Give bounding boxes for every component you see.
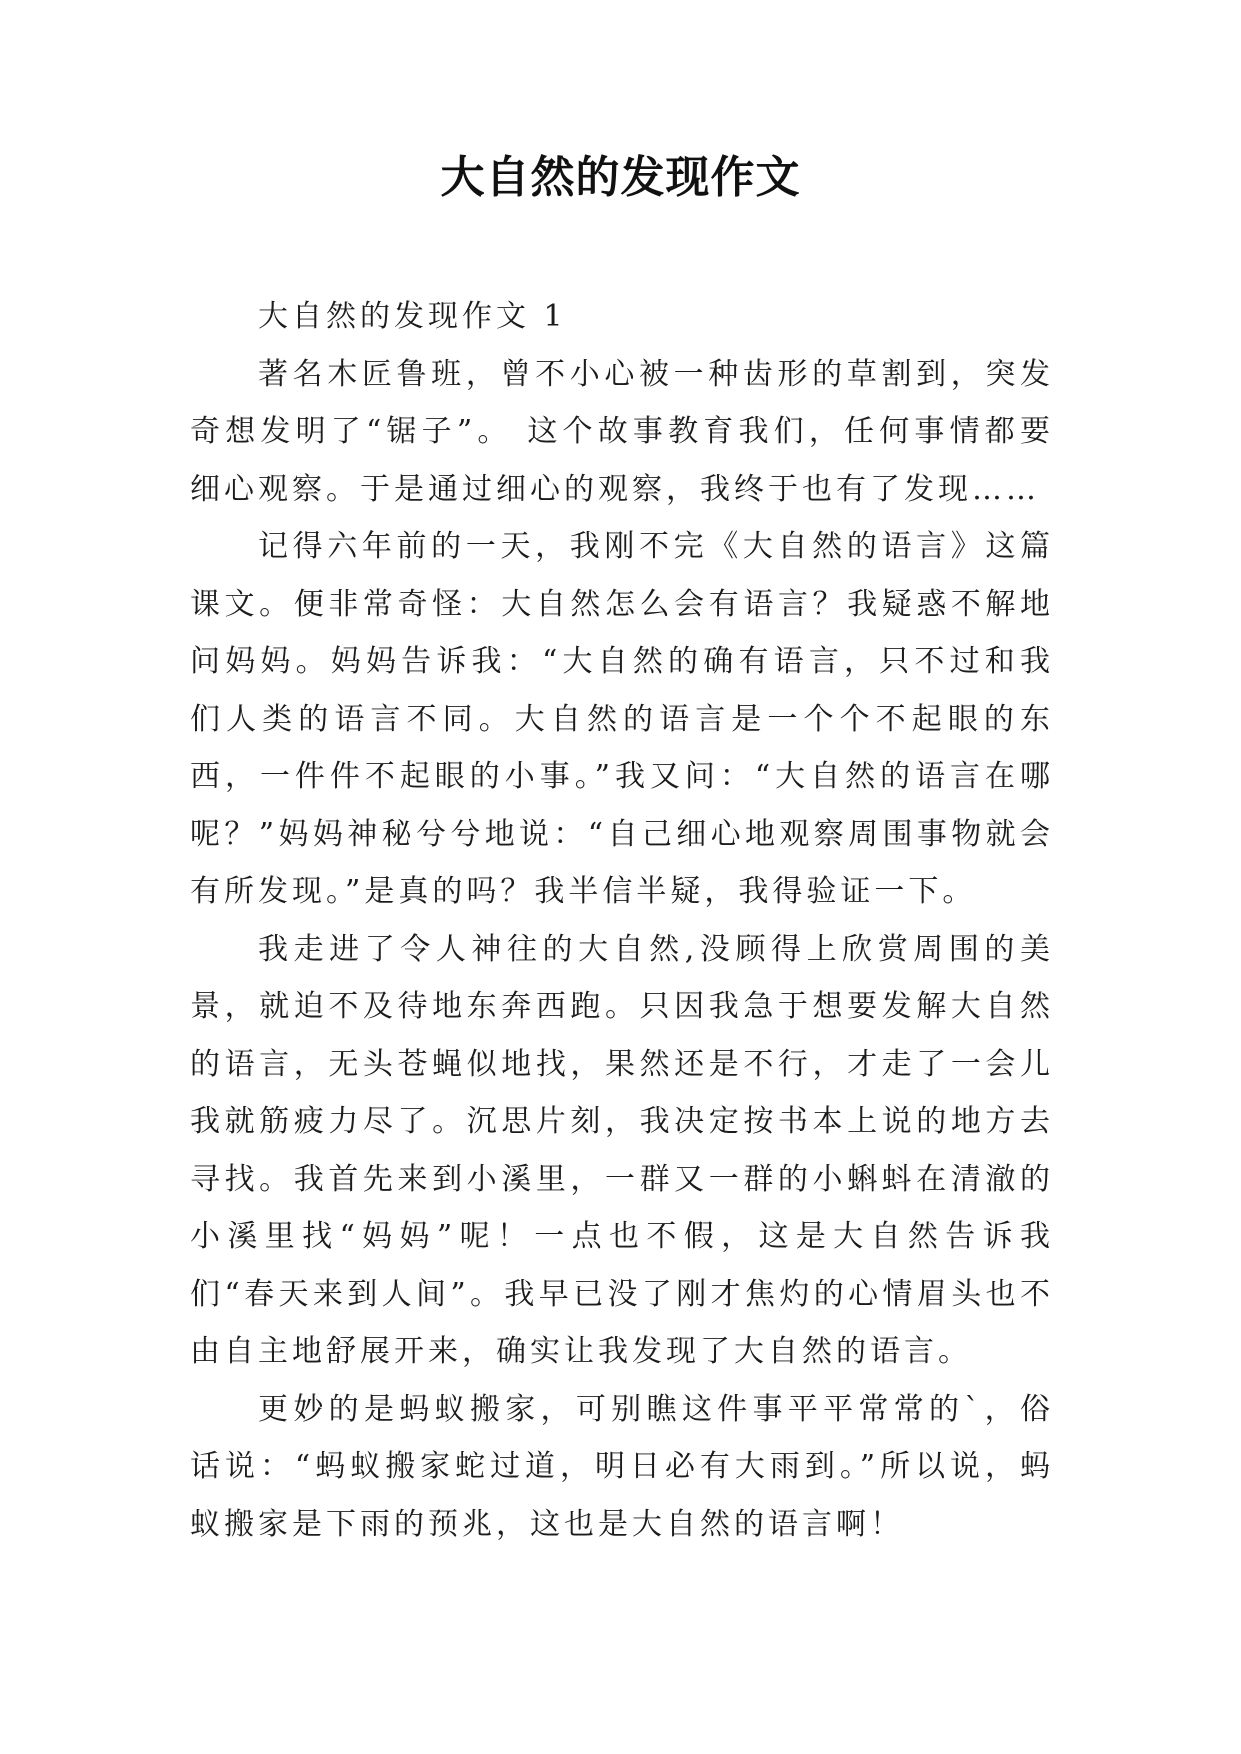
paragraph-3: 我走进了令人神往的大自然,没顾得上欣赏周围的美景，就迫不及待地东奔西跑。只因我急于想要发解大自然的语言，无头苍蝇似地找，果然还是不行，才走了一会儿我就筋疲力尽了。沉思片刻，我决定按书本上说的地方去寻找。我首先来到小溪里，一群又一群的小蝌蚪在清澈的小溪里找“妈妈”呢！一点也不假，这是大自然告诉我们“春天来到人间”。我早已没了刚才焦灼的心情眉头也不由自主地舒展开来，确实让我发现了大自然的语言。 (190, 931, 1054, 1369)
section-heading: 大自然的发现作文 1 (258, 299, 567, 334)
paragraph-1: 著名木匠鲁班，曾不小心被一种齿形的草割到，突发奇想发明了“锯子”。 这个故事教育我们，任何事情都要细心观察。于是通过细心的观察，我终于也有了发现…… (190, 356, 1054, 507)
document-title: 大自然的发现作文 (440, 152, 801, 203)
paragraph-4: 更妙的是蚂蚁搬家，可别瞧这件事平平常常的`，俗话说：“蚂蚁搬家蛇过道，明日必有大雨到。”所以说，蚂蚁搬家是下雨的预兆，这也是大自然的语言啊！ (190, 1391, 1054, 1542)
document-body (190, 288, 1054, 1553)
paragraph-2: 记得六年前的一天，我刚不完《大自然的语言》这篇课文。便非常奇怪：大自然怎么会有语言？我疑惑不解地问妈妈。妈妈告诉我：“大自然的确有语言，只不过和我们人类的语言不同。大自然的语言是一个个不起眼的东西，一件件不起眼的小事。”我又问：“大自然的语言在哪呢？”妈妈神秘兮兮地说：“自己细心地观察周围事物就会有所发现。”是真的吗？我半信半疑，我得验证一下。 (190, 529, 1054, 909)
